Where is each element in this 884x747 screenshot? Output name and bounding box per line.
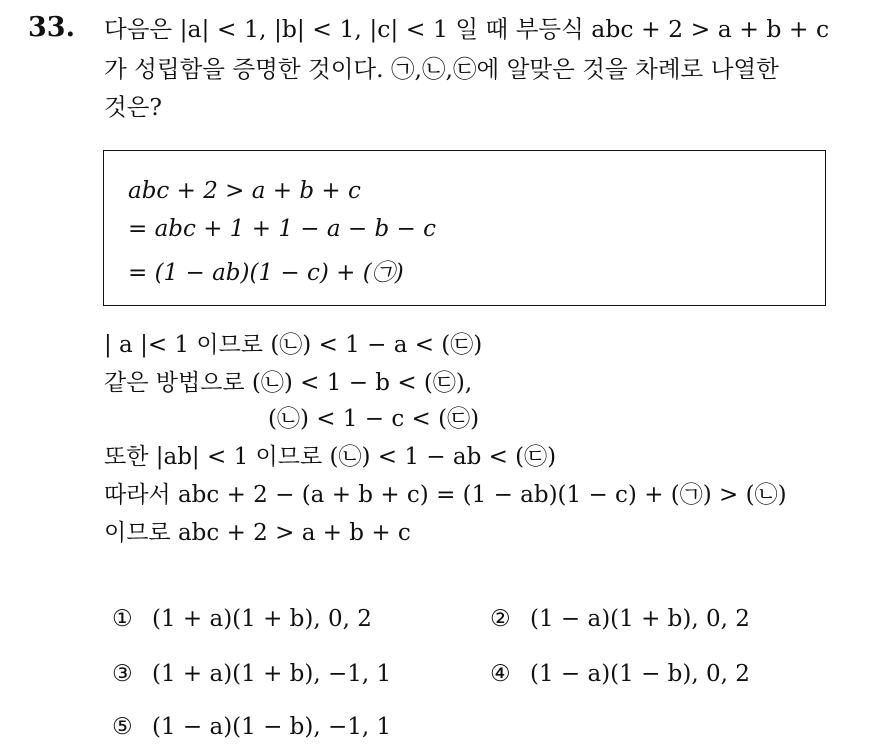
choice-5-text: (1 − a)(1 − b), −1, 1 (152, 714, 392, 740)
choice-5[interactable] (112, 714, 391, 740)
choice-4[interactable] (490, 661, 750, 687)
solution-line-2: 같은 방법으로 (㉡) < 1 − b < (㉢), (104, 370, 473, 396)
choice-1[interactable] (112, 606, 372, 632)
choice-3-number: ③ (112, 661, 133, 687)
solution-line-3: (㉡) < 1 − c < (㉢) (268, 406, 480, 432)
question-stem-line-3: 것은? (104, 93, 163, 121)
choice-3[interactable] (112, 661, 391, 687)
choice-5-number: ⑤ (112, 714, 133, 740)
solution-line-5: 따라서 abc + 2 − (a + b + c) = (1 − ab)(1 − c) + (㉠) > (㉡) (104, 482, 787, 508)
choice-2-text: (1 − a)(1 + b), 0, 2 (530, 606, 750, 632)
solution-line-4: 또한 |ab| < 1 이므로 (㉡) < 1 − ab < (㉢) (104, 444, 557, 470)
choice-2[interactable] (490, 606, 750, 632)
choice-1-number: ① (112, 606, 133, 632)
question-number: 33. (28, 12, 75, 43)
proof-box-line-3: = (1 − ab)(1 − c) + (㉠) (128, 260, 404, 286)
choice-4-text: (1 − a)(1 − b), 0, 2 (530, 661, 750, 687)
choice-3-text: (1 + a)(1 + b), −1, 1 (152, 661, 392, 687)
choice-2-number: ② (490, 606, 511, 632)
question-stem-line-1: 다음은 |a| < 1, |b| < 1, |c| < 1 일 때 부등식 abc + 2 > a + b + c (104, 15, 830, 43)
solution-line-6: 이므로 abc + 2 > a + b + c (104, 520, 411, 546)
proof-box-line-2: = abc + 1 + 1 − a − b − c (128, 216, 436, 242)
choice-1-text: (1 + a)(1 + b), 0, 2 (152, 606, 372, 632)
question-stem-line-2: 가 성립함을 증명한 것이다. ㉠,㉡,㉢에 알맞은 것을 차례로 나열한 (104, 55, 779, 83)
choice-4-number: ④ (490, 661, 511, 687)
proof-box-line-1: abc + 2 > a + b + c (128, 178, 361, 204)
solution-line-1: | a |< 1 이므로 (㉡) < 1 − a < (㉢) (104, 332, 483, 358)
